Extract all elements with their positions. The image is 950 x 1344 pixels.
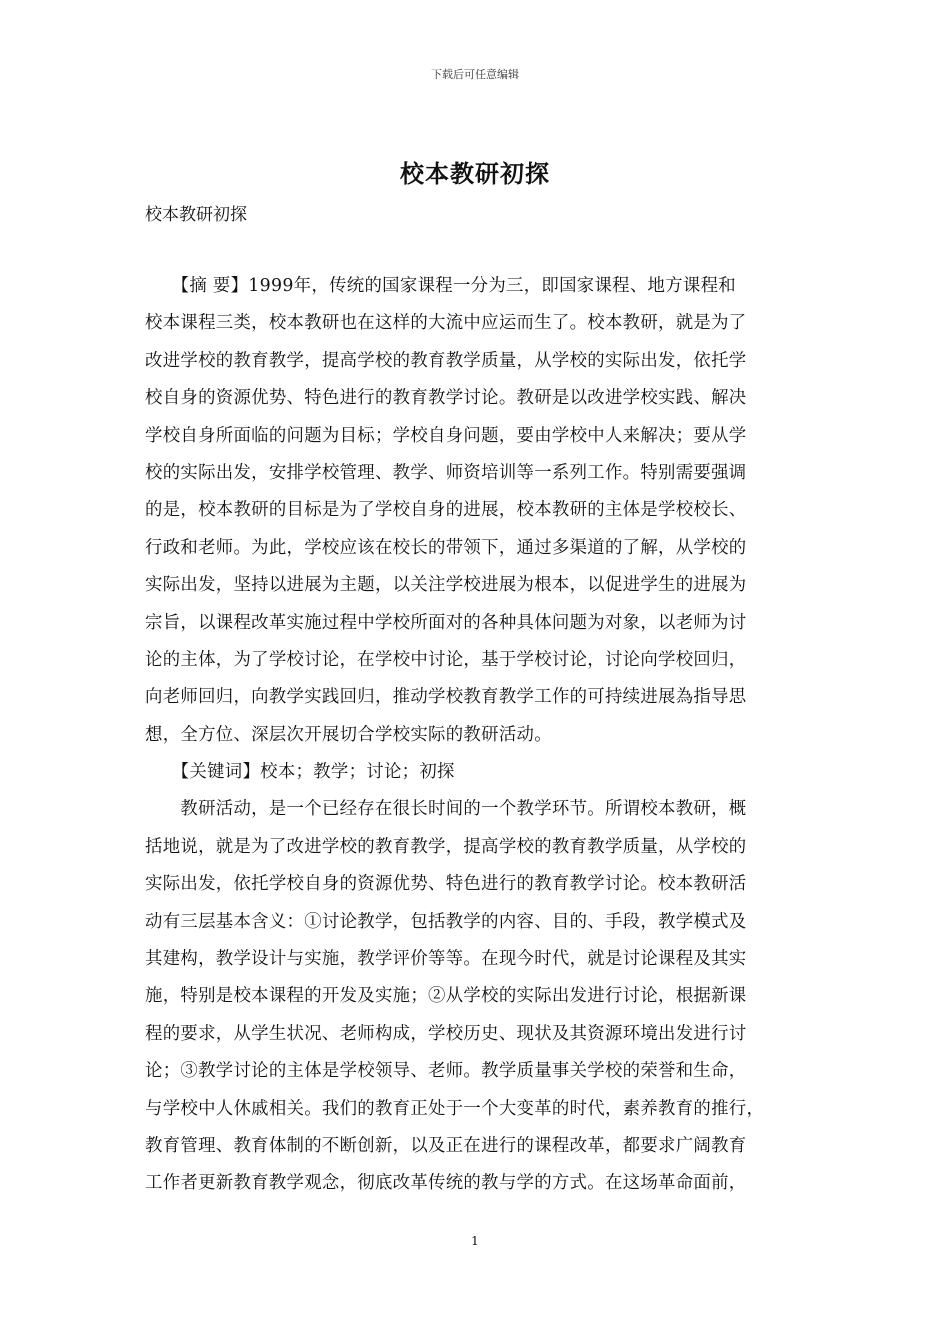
text-line: 向老师回归，向教学实践回归，推动学校教育教学工作的可持续进展為指导思 [145, 687, 747, 708]
text-line: 施，特别是校本课程的开发及实施；②从学校的实际出发进行讨论，根据新课 [145, 986, 747, 1007]
page-number: 1 [471, 1234, 479, 1248]
text-line: 改进学校的教育教学，提高学校的教育教学质量，从学校的实际出发，依托学 [145, 350, 747, 371]
header-note: 下载后可任意编辑 [431, 68, 519, 81]
text-line: 学校自身所面临的问题为目标；学校自身问题，要由学校中人来解决；要从学 [145, 425, 747, 446]
text-line: 教育管理、教育体制的不断创新，以及正在进行的课程改革，都要求广阔教育 [145, 1135, 747, 1156]
text-line: 校自身的资源优势、特色进行的教育教学讨论。教研是以改进学校实践、解决 [145, 388, 747, 409]
document-title: 校本教研初探 [400, 159, 550, 188]
text-line: 行政和老师。为此，学校应该在校长的带领下，通过多渠道的了解，从学校的 [145, 537, 747, 558]
text-line: 的是，校本教研的目标是为了学校自身的进展，校本教研的主体是学校校长、 [145, 500, 747, 521]
keywords-line: 【关键词】校本；教学；讨论；初探 [145, 762, 455, 783]
text-line: 宗旨，以课程改革实施过程中学校所面对的各种具体问题为对象，以老师为讨 [145, 612, 747, 633]
text-line: 校本课程三类，校本教研也在这样的大流中应运而生了。校本教研，就是为了 [145, 313, 747, 334]
document-subtitle: 校本教研初探 [145, 205, 247, 225]
text-line: 论的主体，为了学校讨论，在学校中讨论，基于学校讨论，讨论向学校回归， [145, 649, 747, 670]
text-line: 实际出发，依托学校自身的资源优势、特色进行的教育教学讨论。校本教研活 [145, 874, 747, 895]
text-line: 括地说，就是为了改进学校的教育教学，提高学校的教育教学质量，从学校的 [145, 836, 747, 857]
text-line: 工作者更新教育教学观念，彻底改革传统的教与学的方式。在这场革命面前， [145, 1173, 747, 1194]
text-line: 校的实际出发，安排学校管理、教学、师资培训等一系列工作。特别需要强调 [145, 462, 747, 483]
text-line: 实际出发，坚持以进展为主题，以关注学校进展为根本，以促进学生的进展为 [145, 575, 747, 596]
text-line: 程的要求，从学生状况、老师构成，学校历史、现状及其资源环境出发进行讨 [145, 1023, 747, 1044]
text-line: 动有三层基本含义：①讨论教学，包括教学的内容、目的、手段，教学模式及 [145, 911, 747, 932]
text-line: 【摘 要】1999年，传统的国家课程一分为三，即国家课程、地方课程和 [145, 276, 736, 296]
text-line: 与学校中人休戚相关。我们的教育正处于一个大变革的时代，素养教育的推行， [145, 1098, 765, 1119]
text-line: 教研活动，是一个已经存在很长时间的一个教学环节。所谓校本教研，概 [145, 799, 747, 820]
text-line: 其建构，教学设计与实施，教学评价等等。在现今时代，就是讨论课程及其实 [145, 949, 747, 970]
text-line: 论；③教学讨论的主体是学校领导、老师。教学质量事关学校的荣誉和生命， [145, 1061, 747, 1082]
text-line: 想，全方位、深层次开展切合学校实际的教研活动。 [145, 724, 552, 745]
body-text [145, 272, 809, 1207]
